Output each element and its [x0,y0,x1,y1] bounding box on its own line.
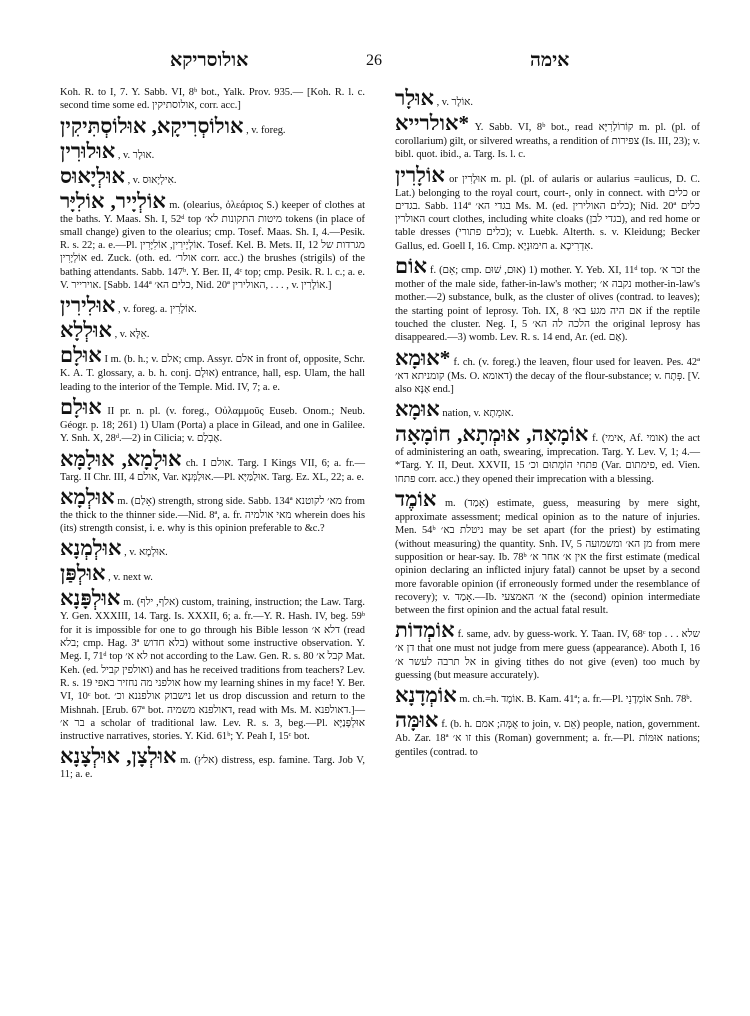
dictionary-entry [60,744,365,781]
entry-definition: , v. אוּלְמָא. [124,547,168,559]
entry-definition: m. (אלץ) distress, esp. famine. Targ. Job V, 11; a. e. [60,755,365,781]
dictionary-entry [395,254,700,344]
entry-headword: אוֹמָאָה, אוּמְתָא, חוֹמָאָה [395,422,589,447]
entry-definition: f. ch. (v. foreg.) the leaven, flour used for leaven. Pes. 42ª קומניתא דא׳ (Ms. O. דאומא) the decay of the flour-substance; v. פְּתָח. [V. also אַנָּא end.] [395,356,700,395]
entry-headword: אולוֹסְרִיקָא, אוּלוֹסְתִּיקִין [60,113,244,138]
page-number: 26 [366,52,382,69]
entry-headword: אוֹלְיָיר, אוֹלִיָּר [60,188,166,213]
page-header [0,50,750,76]
entry-definition: Y. Sabb. VI, 8ᵇ bot., read קוֹרוֹלַרִיָּא m. pl. (pl. of corollarium) gilt, or silvered wreaths, a rendition of צפירות (Is. III, 23); v. bibl. quot. ibid., a. Targ. Is. l. c. [395,122,700,161]
dictionary-entry [60,536,365,560]
entry-headword: אוּלָם [60,394,102,419]
entry-definition: m. (olearius, ὀλεάριος S.) keeper of clothes at the baths. Y. Maas. Sh. I, 52ᵈ top מיטות התקונות לא׳ tokens (in place of small change) given to the olearius; cmp. Tosef. Maas. Sh. I, 4.—Pesik. R. s. 22; a. e.—Pl. אוֹלְיָירִין, אוֹלִיָּרִין. Tosef. Kel. B. Mets. II, 12 מגרדות של אוֹלְיָרִין ed. Zuck. (oth. ed. אולר׳ corr. acc.) the brushes (strigils) of the bathing attendants. Sabb. 147ᵇ. Y. Ber. II, 4ᶜ top; cmp. Pesik. R. l. c.; a. e. V. אוירייר. [Sabb. 144ª כלים הא׳, Nid. 20ª האולירין, . . . , v. אוֹלָרִין.] [60,199,366,292]
entry-headword: אוֹמְדוֹת [395,618,455,643]
entry-definition: , v. אוֹלָר. [436,97,473,108]
entry-definition: m. (אלף, ילף) custom, training, instruction; the Law. Targ. Y. Gen. XXXIII, 14. Targ. Is. XXXII, 6; a. fr.—Y. R. Hash. IV, beg. 59ᵇ for it is impossible for one to go through his Bible lesson דלא א׳ (read בלא; cmp. Hag. 3ª בלא חדוש) without some instructive observation. Y. Meg. I, 71ᵈ top לא א׳ not according to the Law. Gen. R. s. 80 קבל א׳ Mat. Keh. (ed. ואולפין קביל) and has he received traditions from teachers? Lev. R. s. 19 אולפני מה נחזיר באפי how my learning shines in my face! Y. Ber. VI, 10ᶜ bot. נישבוק אולפננא וכ׳ let us drop discussion and return to the Mishnah. [Erub. 67ª bot. דאולפנא משמיה, read with Ms. M. דאולפנא.]—בר א׳ a scholar of traditional law. Lev. R. s. 3, beg.—Pl. אוּלְפָּנַיָּא instructive narratives, stories. Y. Kid. 61ᵇ; Y. Peah I, 15ᶜ bot. [60,597,366,743]
entry-headword: אוּלָם [60,343,102,368]
dictionary-entry [395,487,700,617]
right-column [395,86,700,760]
dictionary-entry [60,395,365,446]
entry-definition: nation, v. אוּמְתָא. [442,408,514,420]
entry-headword: אוֹלָרִין [395,162,445,187]
entry-definition: II pr. n. pl. (v. foreg., Οὐλαμμοῦς Euseb. Onom.; Neub. Géogr. p. 18; 261) 1) Ulam (Porta) a place in Gilead, and one in Galilee. Y. Snh. X, 28ᵈ.—2) in Cilicia; v. אַבְלַם. [60,405,365,445]
dictionary-entry [60,164,365,188]
entry-definition: , v. foreg. a. אוֹלָרִין. [117,304,197,316]
entry-headword: אוּלְיָאוּס [60,163,125,188]
entry-headword: אוּמָּה [395,708,439,733]
dictionary-entry [395,163,700,253]
dictionary-entry [395,683,700,707]
entry-headword: *אולרייא [395,111,469,135]
left-running-head: אולוסריקא [170,50,249,71]
dictionary-entry [395,346,700,397]
entry-definition: m. (אָמַד) estimate, guess, measuring by mere sight, approximate assessment; medical opinion as to the nature of injuries. Men. 54ᵇ ניטלת בא׳ may be set apart (for the priest) by estimating (without measuring) the quantity. Snh. IV, 5 מן הא׳ ומשמועה from mere supposition or hear-say. Ib. 78ᵇ אין א׳ אחר א׳ the first estimate (medical opinion declaring an inflicted injury fatal) cannot be upset by a second more favorable opinion (if erroneously formed under the resemblance of recovery); v. אָמַד.—Ib. א׳ האמצעי the (second) opinion intermediate between the first opinion and the actual fatal result. [395,498,701,617]
entry-definition: f. same, adv. by guess-work. Y. Taan. IV, 68ᶜ top שלא . . . דן א׳ that one must not judge from mere guess (appearance). Aboth I, 16 אל תרבה לעשר א׳ in giving tithes do not give (even) too much by guessing (but measure accurately). [395,629,701,682]
entry-headword: אוֹמְדָנָא [395,683,457,708]
entry-definition: Koh. R. to I, 7. Y. Sabb. VI, 8ᵇ bot., Yalk. Prov. 935.— [Koh. R. l. c. second time some ed. אולוסתיקין, corr. acc.] [60,87,365,112]
dictionary-entry [60,139,365,163]
entry-headword: אוּלְפָּנָא [60,586,121,611]
entry-headword: אוּמָא [395,397,440,422]
dictionary-entry [395,618,700,682]
entry-headword: אוֹמֶד [395,487,437,512]
entry-headword: אוֹם [395,254,427,279]
entry-definition: f. (אֵם; cmp. אוּם, שׁוּם) 1) mother. Y. Yeb. XI, 11ᵈ top. זכר א׳ the mother of the male side, father-in-law's mother; נקבה א׳ mother-in-law's mother.—2) substance, bulk, as the cluster of olives (contrad. to leaves); the starting point of leprosy. Toh. IX, 8 אם היה מגע בא׳ if the reptile touched the cluster. Neg. I, 5 הלכה לה הא׳ the original leprosy has disappeared.—3) womb. Lev. R. s. 14 end, Ar. (ed. אַם). [395,265,700,344]
entry-headword: *אוּמָא [395,345,451,370]
entry-definition: , v. אֵלָּא. [114,329,150,341]
entry-definition: , v. אִילְיָאוּס. [127,174,177,186]
entry-definition: , v. next w. [108,572,153,584]
dictionary-entry [395,708,700,759]
dictionary-entry [60,86,365,113]
dictionary-entry [60,485,365,536]
entry-headword: אוּלוּרִין [60,138,116,163]
dictionary-entry [395,111,700,162]
dictionary-entry [395,86,700,110]
entry-definition: , v. foreg. [246,124,286,136]
entry-definition: or אוּלָרִין m. pl. (pl. of aularis or aularius =aulicus, D. C. Lat.) belonging to the royal court, court-, only in connect. with כלים or בגדים. Sabb. 114ª בגדי הא׳ Ms. M. (ed. כלים האולירין); Nid. 20ª כלים האולרין court clothes, including white cloaks (בגדי לבן), and red home or table dresses (כלים פתורי); v. Luebk. Alterth. s. v. Kleidung; Becker Gallus, ed. Goell I, 16. Cmp. חימוּנְיָא a. אִדְרִיכָא. [395,173,701,252]
entry-headword: אוּלְצָן, אוּלְצָנָא [60,744,177,769]
entry-definition: m. (אָלַם) strength, strong side. Sabb. 134ª מא׳ לקוטנא from the thick to the thinner side.—Nid. 8ª, a. fr. מאי אולמיה wherein does his (its) strength consist, i. e. why is this opinion preferable to &c.? [60,495,366,535]
entry-headword: אוּלָמָא, אוּלָמָּא [60,446,182,471]
entry-definition: ch. I אולם. Targ. I Kings VII, 6; a. fr.—Targ. II Chr. III, 4 אולם, Var. אוּלַמְּנָא.—Pl. אוּלַמַּיָּא. Targ. Ez. XL, 22; a. e. [60,457,365,483]
dictionary-entry [60,586,365,743]
left-column [60,86,365,783]
dictionary-entry [60,318,365,342]
entry-definition: f. (אימי, Af. אומי) the act of administering an oath, swearing, imprecation. Targ. Y. Lev. V, 1; 4.—*Targ. Y. II, Deut. XXVII, 15 פתחי הוֹמְתוּם וכ׳ (Var. פימתום, ed. Vien. פתחו corr. acc.) they opened their imprecation with a blessing. [395,433,700,485]
entry-headword: אוּלָר [395,86,434,110]
dictionary-entry [60,561,365,585]
dictionary-entry [60,343,365,394]
dictionary-entry [395,397,700,421]
entry-definition: f. (b. h. אֻמָּה; אמם to join, v. אֵם) people, nation, government. Ab. Zar. 18ª זו א׳ this (Roman) government; a. fr.—Pl. אוּמּוֹת nations; gentiles (contrad. to [395,719,701,758]
entry-definition: , v. אוּלָר. [117,149,155,161]
entry-definition: m. ch.=h. אוֹמֶד. B. Kam. 41ª; a. fr.—Pl. אוֹמְדָנֵי Snh. 78ᵇ. [459,694,693,706]
dictionary-entry [60,189,365,293]
dictionary-entry [60,114,365,138]
dictionary-entry [60,447,365,484]
entry-headword: אוּלִירִין [60,293,116,318]
entry-headword: אוּלְלָא [60,318,112,343]
entry-headword: אוּלְמְנָא [60,536,122,561]
dictionary-entry [60,293,365,317]
entry-definition: I m. (b. h.; v. אלם; cmp. Assyr. אלם in front of, opposite, Schr. K. A. T. glossary, a. b. h. conj. אוּלָם) entrance, hall, esp. Ulam, the hall leading to the interior of the Temple. Mid. IV, 7; a. e. [60,354,365,393]
right-running-head: אימה [530,50,570,71]
entry-headword: אוּלְמָא [60,484,115,509]
entry-headword: אוּלְפַּן [60,561,106,586]
dictionary-entry [395,422,700,486]
